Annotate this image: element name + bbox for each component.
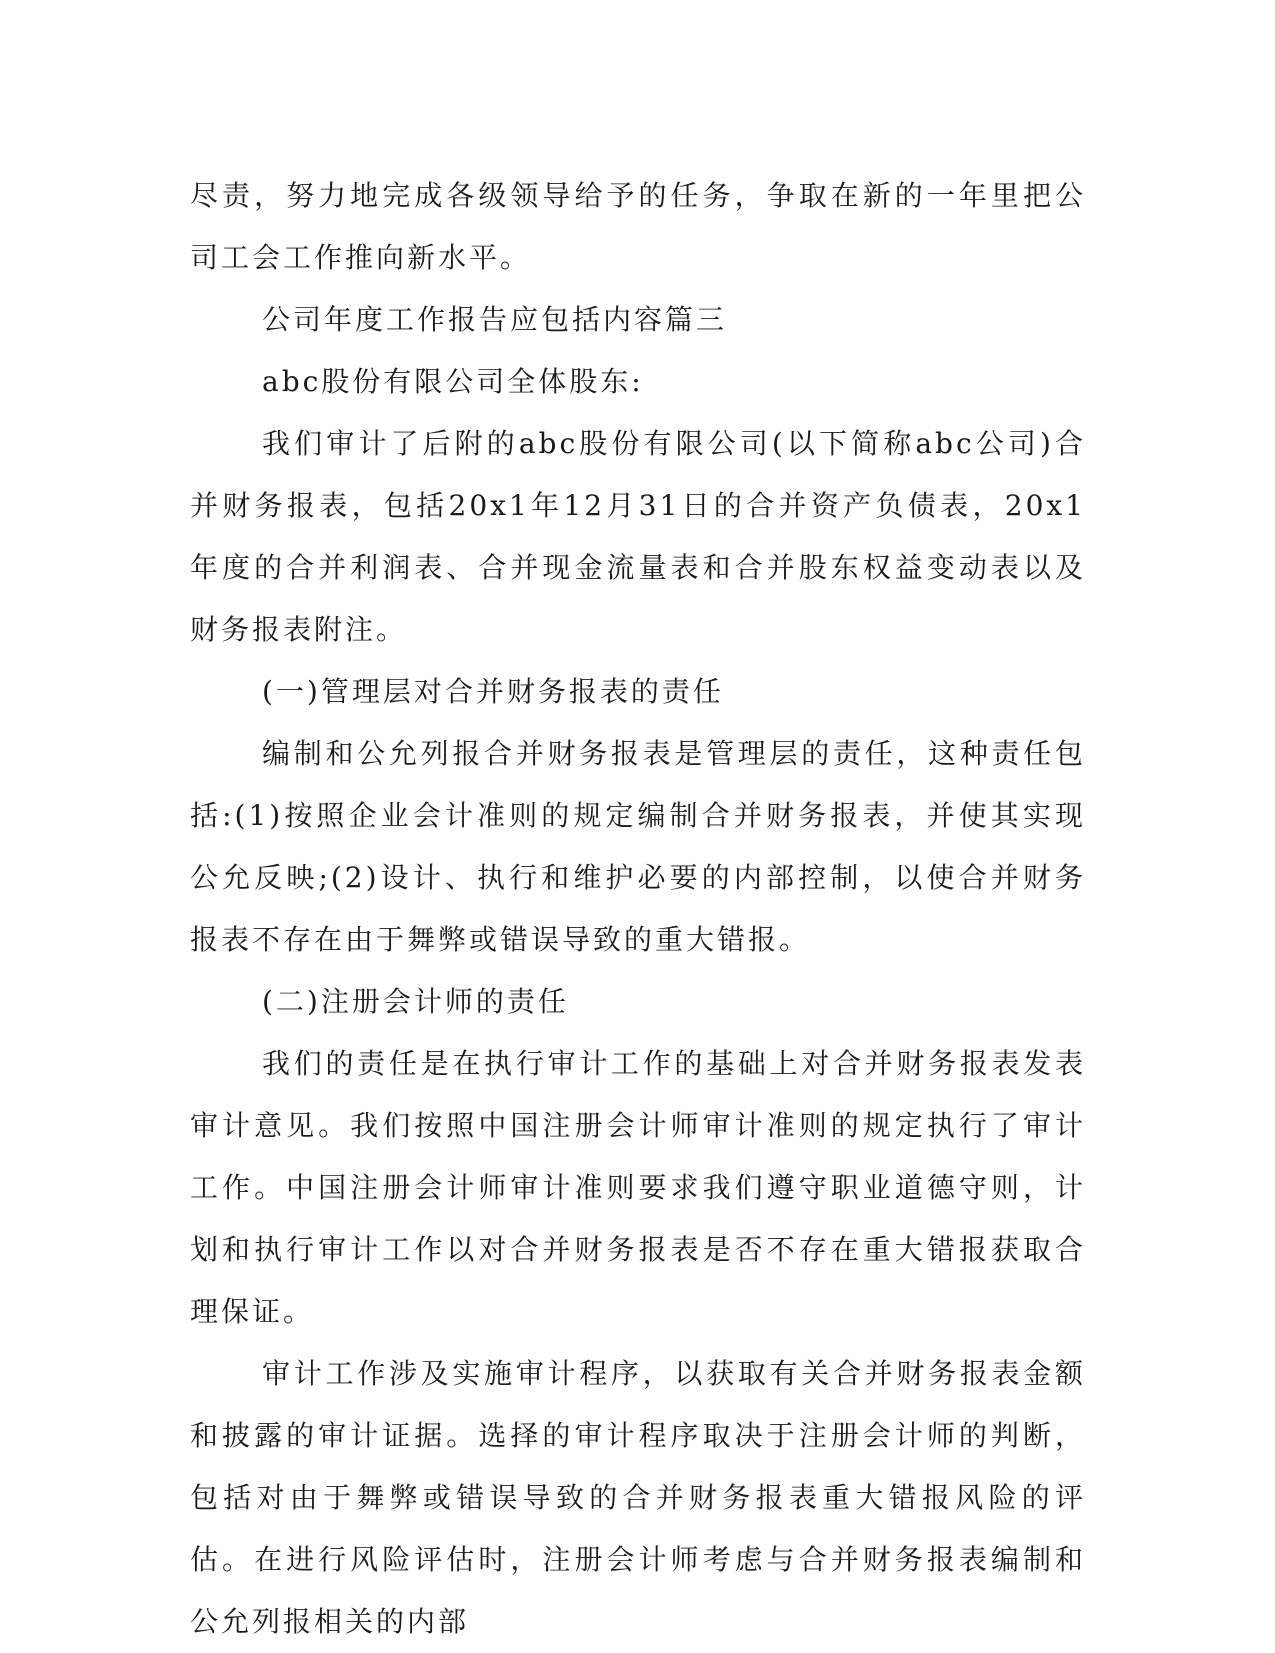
section-heading: 公司年度工作报告应包括内容篇三: [262, 303, 728, 336]
paragraph-audit-procedures: 审计工作涉及实施审计程序，以获取有关合并财务报表金额和披露的审计证据。选择的审计程序取决于注册会计师的判断，包括对由于舞弊或错误导致的合并财务报表重大错报风险的评估。在进行风险评估时，注册会计师考虑与合并财务报表编制和公允列报相关的内部: [190, 1357, 1086, 1638]
salutation: abc股份有限公司全体股东:: [262, 365, 644, 398]
paragraph-management-responsibility: 编制和公允列报合并财务报表是管理层的责任，这种责任包括:(1)按照企业会计准则的规定编制合并财务报表，并使其实现公允反映;(2)设计、执行和维护必要的内部控制，以使合并财务报表不存在由于舞弊或错误导致的重大错报。: [190, 737, 1086, 956]
subheading-auditor-responsibility: (二)注册会计师的责任: [262, 985, 569, 1018]
document-body: [190, 165, 1086, 1653]
paragraph-auditor-responsibility: 我们的责任是在执行审计工作的基础上对合并财务报表发表审计意见。我们按照中国注册会计师审计准则的规定执行了审计工作。中国注册会计师审计准则要求我们遵守职业道德守则，计划和执行审计工作以对合并财务报表是否不存在重大错报获取合理保证。: [190, 1047, 1086, 1328]
paragraph-continuation: 尽责，努力地完成各级领导给予的任务，争取在新的一年里把公司工会工作推向新水平。: [190, 179, 1086, 274]
subheading-management-responsibility: (一)管理层对合并财务报表的责任: [262, 675, 724, 708]
paragraph-audit-scope: 我们审计了后附的abc股份有限公司(以下简称abc公司)合并财务报表，包括20x1年12月31日的合并资产负债表，20x1年度的合并利润表、合并现金流量表和合并股东权益变动表以及财务报表附注。: [190, 427, 1086, 646]
